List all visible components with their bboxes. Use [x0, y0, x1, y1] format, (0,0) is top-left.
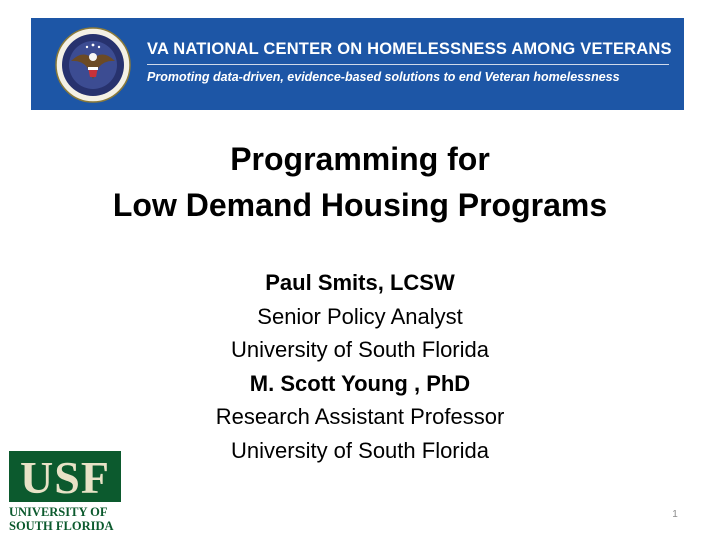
- slide-title-line-2: Low Demand Housing Programs: [112, 187, 608, 223]
- author-role: Research Assistant Professor: [215, 404, 505, 429]
- author-affiliation: University of South Florida: [231, 437, 489, 463]
- header-banner: [31, 18, 684, 110]
- author-name: Paul Smits, LCSW: [265, 270, 455, 295]
- author-name: M. Scott Young , PhD: [249, 370, 471, 396]
- author-role: Senior Policy Analyst: [257, 303, 463, 329]
- banner-title: VA NATIONAL CENTER ON HOMELESSNESS AMONG VETERANS: [147, 40, 672, 58]
- slide-title: [0, 136, 720, 228]
- author-affiliation: University of South Florida: [231, 337, 489, 362]
- usf-logo: USF: [9, 451, 121, 502]
- usf-wordmark-line-2: SOUTH FLORIDA: [9, 519, 114, 533]
- slide-title-line-1: Programming for: [230, 141, 490, 177]
- author-list: [0, 266, 720, 467]
- banner-divider: [147, 64, 669, 65]
- usf-wordmark: [9, 505, 139, 533]
- page-number: 1: [672, 509, 678, 520]
- banner-tagline: Promoting data-driven, evidence-based solutions to end Veteran homelessness: [147, 70, 620, 84]
- usf-wordmark-line-1: UNIVERSITY OF: [9, 505, 108, 519]
- va-seal-icon: [55, 27, 131, 103]
